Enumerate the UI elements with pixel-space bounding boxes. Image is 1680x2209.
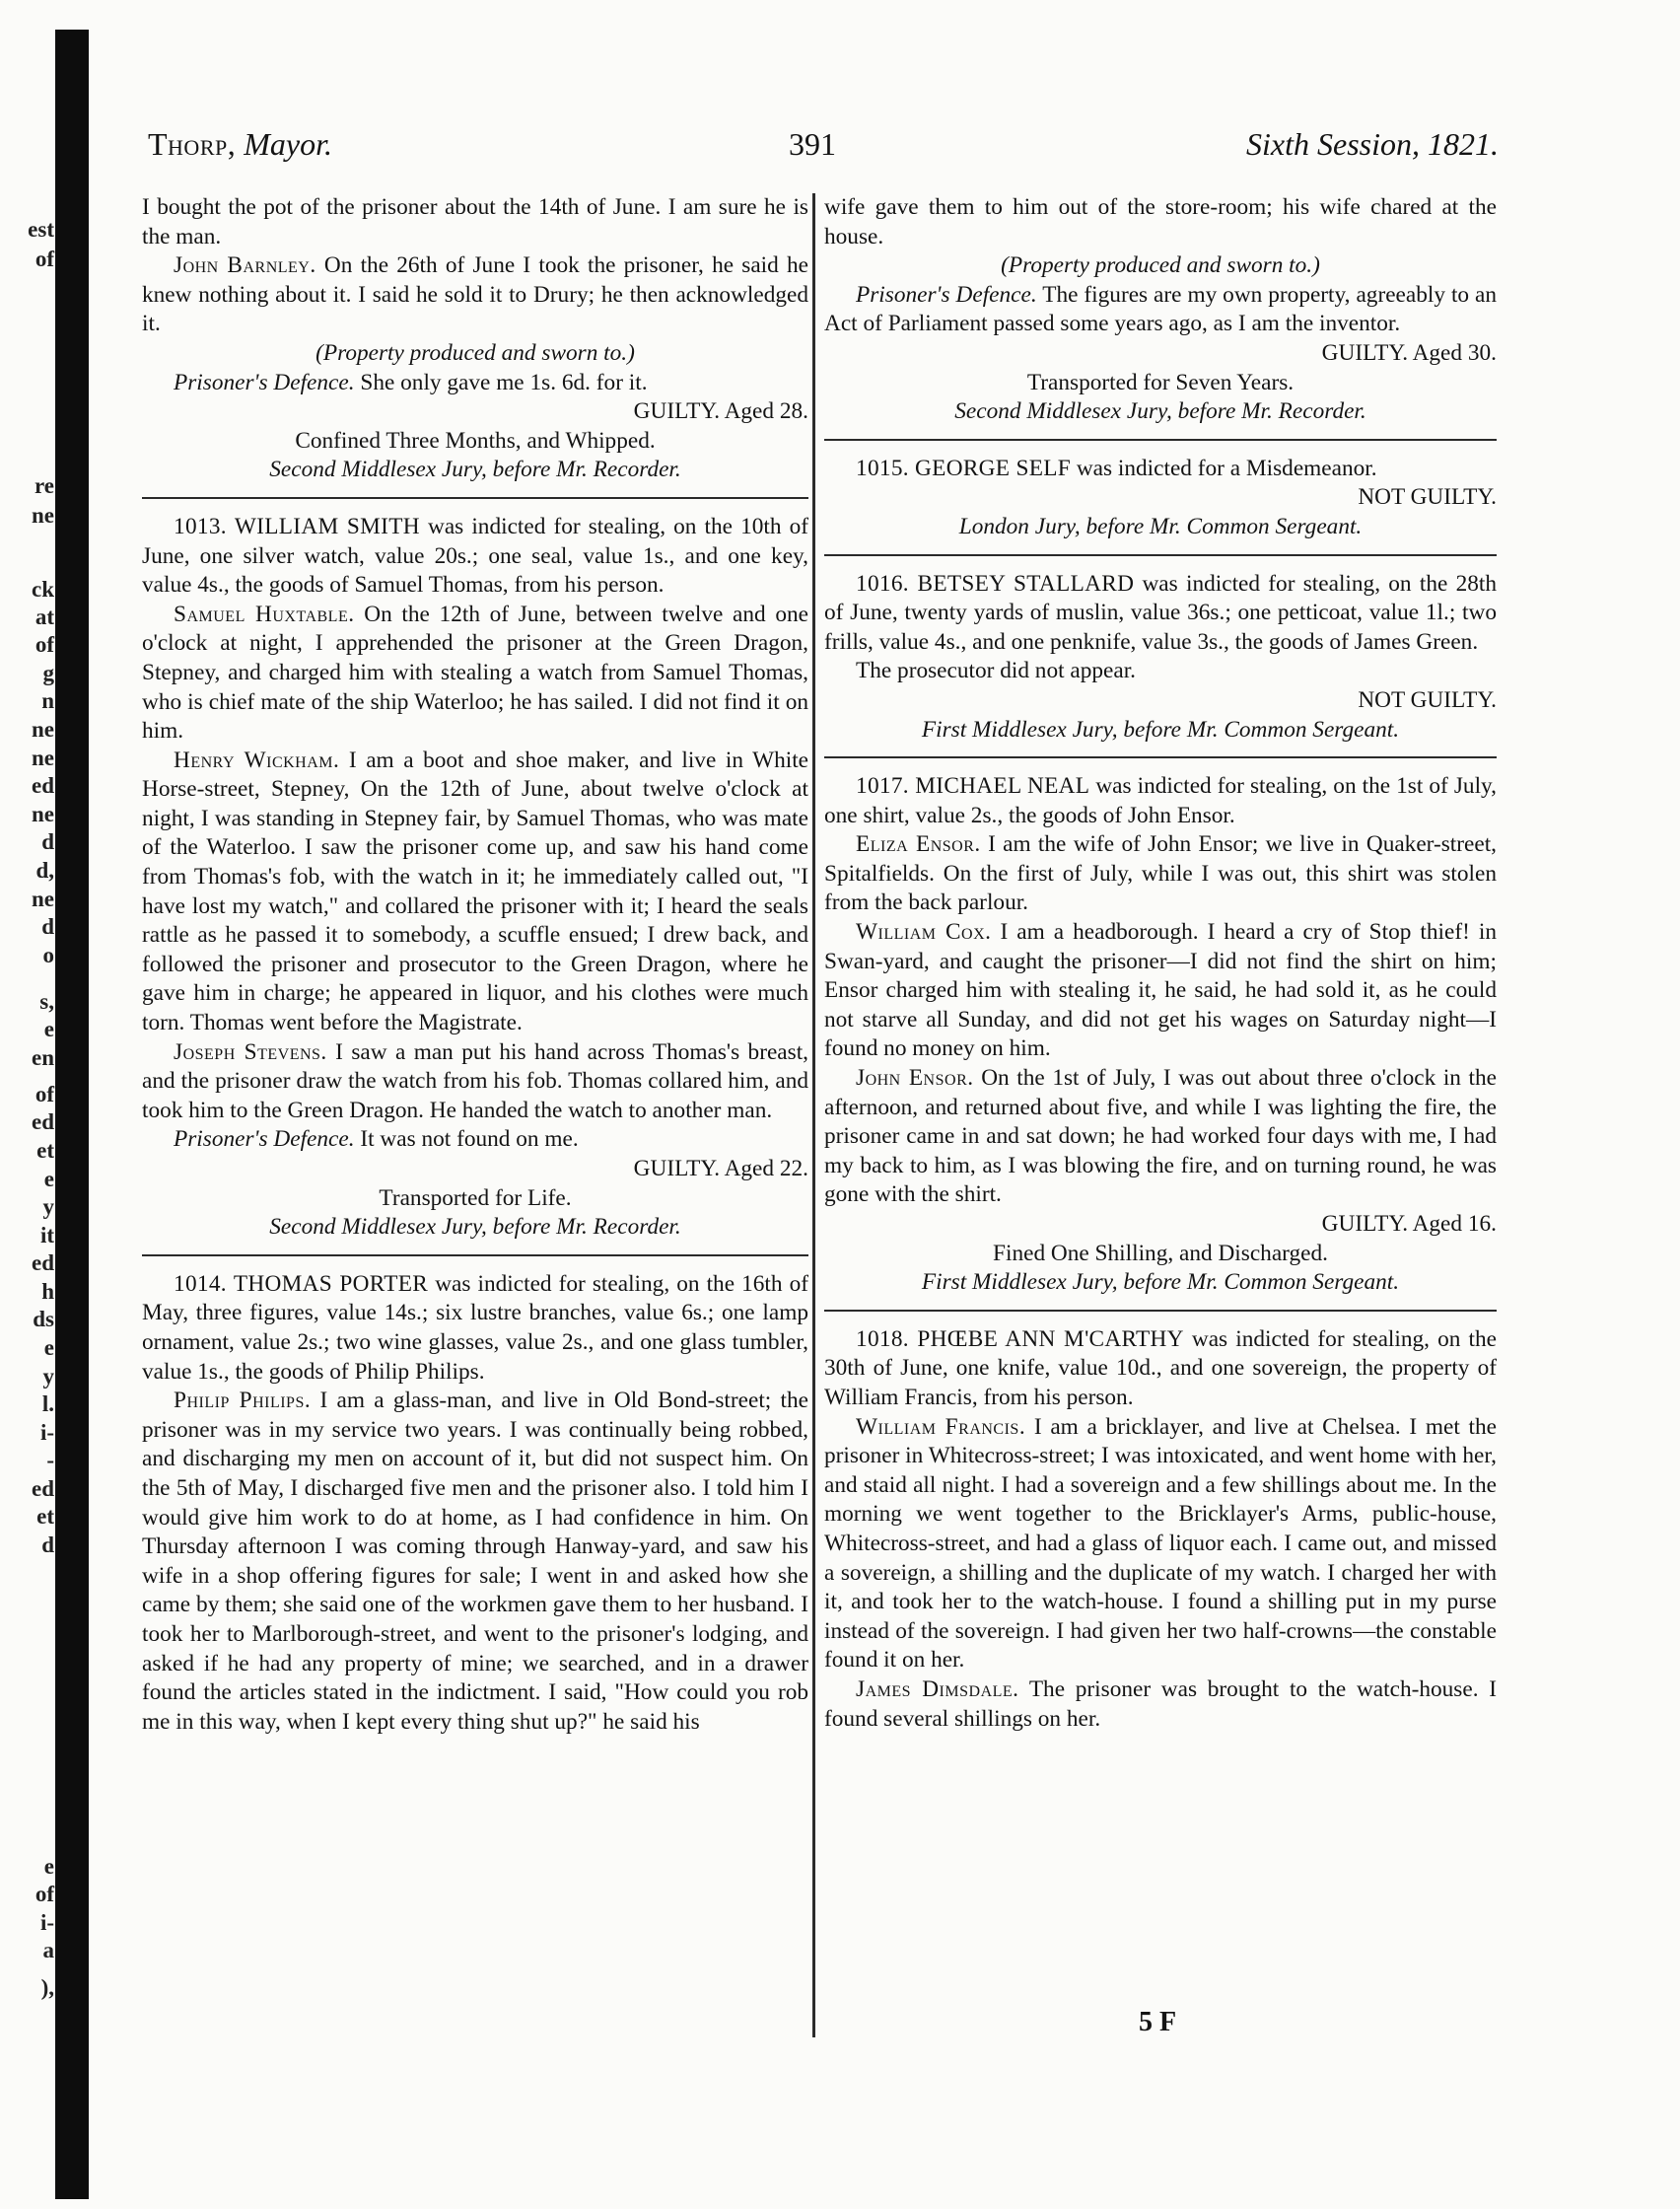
case-heading: 1013. WILLIAM SMITH <box>174 513 420 539</box>
witness-name: James Dimsdale. <box>856 1675 1019 1702</box>
page-binding-shadow <box>55 30 89 2199</box>
margin-fragment: e <box>43 1167 54 1191</box>
witness-name: Philip Philips. <box>174 1388 312 1414</box>
margin-fragment: g <box>42 661 54 685</box>
testimony-text: I am a bricklayer, and live at Chelsea. I met the prisoner in Whitecross-street; I was intoxicated, and went home with her, and staid all night. I had a sovereign and a few shillings about me. In the morning we went together to the Bricklayer's Arms, public-house, Whitecross-street, and had a glass of liquor each. I came out, and missed a sovereign, a shilling and the duplicate of my watch. I charged her with it, and took her to the watch-house. I found a shilling put in my purse instead of the sovereign. I had given her two half-crowns—the constable found it on her. <box>824 1413 1497 1674</box>
jury-line: Second Middlesex Jury, before Mr. Recorder. <box>954 398 1366 425</box>
testimony-text: On the 12th of June, between twelve and one o'clock at night, I apprehended the prisoner at the Green Dragon, Stepney, and charged him with stealing a watch from Samuel Thomas, who is chief mate of the ship Waterloo; he has sailed. I did not find it on him. <box>142 601 809 745</box>
margin-fragment: of <box>35 1082 54 1106</box>
verdict: GUILTY. Aged 22. <box>633 1156 808 1181</box>
witness-testimony <box>824 1675 1497 1734</box>
testimony-text: The prisoner was brought to the watch-house. I found several shillings on her. <box>824 1675 1498 1732</box>
continued-text: wife gave them to him out of the store-room; his wife chared at the house. <box>824 194 1497 249</box>
page-number: 391 <box>789 126 836 162</box>
jury-line: First Middlesex Jury, before Mr. Common Sergeant. <box>921 1269 1400 1296</box>
margin-fragment: s, <box>39 989 54 1014</box>
testimony-text: I am a glass-man, and live in Old Bond-street; the prisoner was in my service two years. I was continually being robbed, and discharging my men on account of it, but did not suspect him. On the 5th of May, I discharged five men and the prisoner also. I told him I would give him work to do at home, as I had confidence in him. On Thursday afternoon I was coming through Hanway-yard, and saw his wife in a shop offering figures for sale; I went in and asked how she came by them; she said one of the workmen gave them to her husband. I took her to Marlborough-street, and went to the prisoner's lodging, and asked if he had any property of mine; we searched, and in a drawer found the articles stated in the indictment. I said, "How could you rob me in this way, when I kept every thing shut up?" he said his <box>142 1388 808 1735</box>
witness-name: John Ensor. <box>856 1065 974 1092</box>
margin-fragment: it <box>39 1223 54 1247</box>
running-header <box>148 126 1499 170</box>
header-left <box>148 126 332 163</box>
defence-text: It was not found on me. <box>360 1126 579 1153</box>
case-heading: 1017. MICHAEL NEAL <box>856 773 1090 800</box>
margin-fragment: ds <box>33 1307 54 1331</box>
margin-fragment: ed <box>32 1476 54 1501</box>
right-column <box>824 193 1497 1734</box>
witness-testimony <box>824 1064 1497 1210</box>
case-1018-intro <box>824 1325 1497 1413</box>
witness-testimony <box>824 918 1497 1064</box>
signature-mark: 5 F <box>1139 2007 1177 2037</box>
testimony-text: On the 26th of June I took the prisoner, he said he knew nothing about it. I said he sold it to Drury; he then acknowledged it. <box>142 252 808 337</box>
mayor-name: Thorp, <box>148 126 237 162</box>
margin-fragment: ), <box>40 1975 54 2000</box>
margin-fragment: y <box>42 1194 54 1219</box>
sentence: Transported for Life. <box>379 1184 572 1211</box>
margin-fragment: en <box>32 1045 54 1070</box>
prisoner-defence <box>142 1125 808 1155</box>
margin-fragment: d <box>41 1532 54 1557</box>
witness-name: William Francis. <box>856 1413 1026 1440</box>
witness-name: Joseph Stevens. <box>174 1038 327 1065</box>
continued-text: I bought the pot of the prisoner about the 14th of June. I am sure he is the man. <box>142 194 808 249</box>
case-heading: 1018. PHŒBE ANN M'CARTHY <box>856 1325 1184 1352</box>
margin-fragment: l. <box>41 1391 54 1416</box>
verdict: NOT GUILTY. <box>1358 686 1497 713</box>
indictment-text: was indicted for stealing, on the 28th of June, twenty yards of muslin, value 36s.; one petticoat, value 1l.; two frills, value 4s., and one penknife, value 3s., the goods of James Green. <box>824 570 1497 655</box>
testimony-text: I am the wife of John Ensor; we live in Quaker-street, Spitalfields. On the first of July, while I was out, this shirt was stolen from the back parlour. <box>824 831 1497 916</box>
case-1014-intro <box>142 1270 808 1387</box>
margin-fragment: et <box>36 1504 54 1529</box>
verdict: GUILTY. Aged 16. <box>1321 1211 1497 1237</box>
left-column <box>142 193 808 1737</box>
indictment-text: was indicted for stealing, on the 1st of July, one shirt, value 2s., the goods of John Ensor. <box>824 773 1497 828</box>
witness-testimony <box>142 747 808 1038</box>
margin-fragment: i- <box>39 1420 54 1445</box>
margin-fragment: d, <box>35 858 54 883</box>
witness-testimony <box>142 251 808 339</box>
margin-fragment: est <box>28 217 54 242</box>
property-note: (Property produced and sworn to.) <box>1001 252 1320 279</box>
jury-line: First Middlesex Jury, before Mr. Common Sergeant. <box>921 716 1400 743</box>
margin-fragment: o <box>42 943 54 967</box>
margin-fragment: - <box>46 1448 54 1472</box>
jury-line: London Jury, before Mr. Common Sergeant. <box>958 513 1363 539</box>
testimony-text: On the 1st of July, I was out about three o'clock in the afternoon, and returned about five, and while I was lighting the fire, the prisoner came in and sat down; he had worked four days with me, I had my back to him, as I was blowing the fire, and on turning round, he was gone with the shirt. <box>824 1065 1498 1208</box>
testimony-text: I am a boot and shoe maker, and live in White Horse-street, Stepney, On the 12th of June, about twelve o'clock at night, I was standing in Stepney fair, by Samuel Thomas, who was mate of the Waterloo. I saw the prisoner come up, and saw his hand come from Thomas's fob, with the watch in it; he immediately called out, "I have lost my watch," and collared the prisoner with it; I heard the seals rattle as he passed it to somebody, a scuffle ensued; I drew back, and followed the prisoner and prosecutor to the Green Dragon, where he gave him in charge; he appeared in liquor, and his clothes were much torn. Thomas went before the Magistrate. <box>142 747 809 1036</box>
case-separator <box>824 554 1497 556</box>
property-note: (Property produced and sworn to.) <box>315 339 635 366</box>
margin-fragment: ne <box>32 887 54 911</box>
indictment-text: was indicted for a Misdemeanor. <box>1076 455 1377 481</box>
sentence: Transported for Seven Years. <box>1026 369 1295 395</box>
witness-name: William Cox. <box>856 919 992 946</box>
indictment-text: was indicted for stealing, on the 10th of June, one silver watch, value 20s.; one seal, value 1s., and one key, value 4s., the goods of Samuel Thomas, from his person. <box>142 513 809 599</box>
witness-testimony <box>142 1387 808 1737</box>
margin-fragment: ed <box>32 773 54 798</box>
defence-text: The figures are my own property, agreeably to an Act of Parliament passed some years ago, as I am the inventor. <box>824 281 1498 337</box>
margin-fragment: ne <box>32 746 54 770</box>
margin-fragment: at <box>35 605 54 629</box>
case-separator <box>142 1254 808 1256</box>
defence-label: Prisoner's Defence. <box>174 369 355 395</box>
session-label: Sixth Session, 1821. <box>1246 126 1499 162</box>
margin-fragment: y <box>42 1364 54 1389</box>
case-note: The prosecutor did not appear. <box>856 658 1136 684</box>
verdict: GUILTY. Aged 28. <box>633 398 808 425</box>
witness-name: John Barnley. <box>174 252 316 279</box>
indictment-text: was indicted for stealing, on the 30th of June, one knife, value 10d., and one sovereign, the property of William Francis, from his person. <box>824 1325 1498 1410</box>
case-1015-intro <box>824 455 1497 484</box>
witness-testimony <box>142 1038 808 1126</box>
margin-fragment: d <box>41 829 54 854</box>
defence-text: She only gave me 1s. 6d. for it. <box>360 369 648 395</box>
margin-fragment: ck <box>32 577 54 602</box>
case-heading: 1014. THOMAS PORTER <box>174 1270 429 1297</box>
prisoner-defence <box>824 281 1497 339</box>
margin-fragment: ed <box>32 1109 54 1134</box>
indictment-text: was indicted for stealing, on the 16th of May, three figures, value 14s.; six lustre branches, value 6s.; one lamp ornament, value 2s.; two wine glasses, value 2s., and one glass tumbler, value 1s., the goods of Philip Philips. <box>142 1270 809 1385</box>
witness-name: Eliza Ensor. <box>856 831 981 858</box>
margin-fragment: ne <box>32 503 54 528</box>
case-separator <box>824 439 1497 441</box>
sentence: Fined One Shilling, and Discharged. <box>993 1240 1328 1266</box>
case-heading: 1015. GEORGE SELF <box>856 455 1072 481</box>
margin-fragment: e <box>43 1854 54 1879</box>
witness-testimony <box>824 830 1497 918</box>
defence-label: Prisoner's Defence. <box>856 281 1037 308</box>
case-separator <box>142 497 808 499</box>
margin-fragment: d <box>41 914 54 939</box>
witness-testimony <box>824 1413 1497 1675</box>
jury-line: Second Middlesex Jury, before Mr. Recorder. <box>269 1214 681 1241</box>
margin-fragment: e <box>43 1335 54 1360</box>
case-separator <box>824 756 1497 758</box>
witness-name: Samuel Huxtable. <box>174 601 355 627</box>
margin-fragment: et <box>36 1138 54 1163</box>
case-1013-intro <box>142 513 808 601</box>
testimony-text: I saw a man put his hand across Thomas's breast, and the prisoner draw the watch from his fob. Thomas collared him, and took him to the Green Dragon. He handed the watch to another man. <box>142 1038 809 1123</box>
margin-fragment: ne <box>32 717 54 742</box>
margin-fragment: n <box>41 688 54 713</box>
case-1017-intro <box>824 772 1497 830</box>
margin-fragment: ed <box>32 1250 54 1275</box>
sentence: Confined Three Months, and Whipped. <box>295 427 656 454</box>
verdict: GUILTY. Aged 30. <box>1321 339 1497 366</box>
margin-fragment: re <box>34 473 54 498</box>
column-divider <box>812 193 815 2037</box>
margin-fragment: of <box>35 1882 54 1906</box>
case-separator <box>824 1310 1497 1312</box>
defence-label: Prisoner's Defence. <box>174 1126 355 1153</box>
witness-name: Henry Wickham. <box>174 747 340 773</box>
margin-fragment: of <box>35 632 54 657</box>
case-1016-intro <box>824 570 1497 658</box>
mayor-title: Mayor. <box>244 126 332 162</box>
witness-testimony <box>142 601 808 747</box>
margin-fragment: e <box>43 1017 54 1041</box>
margin-fragment: h <box>41 1279 54 1304</box>
margin-fragment: ne <box>32 802 54 826</box>
testimony-text: I am a headborough. I heard a cry of Stop thief! in Swan-yard, and caught the prisoner—I did not find the shirt on him; Ensor charged him with stealing it, he said, he had sold it, as he could not starve all Sunday, and did not get his wages on Saturday night—I found no money on him. <box>824 919 1497 1062</box>
verdict: NOT GUILTY. <box>1358 484 1497 511</box>
margin-fragment: of <box>35 247 54 271</box>
prisoner-defence <box>142 369 808 398</box>
jury-line: Second Middlesex Jury, before Mr. Recorder. <box>269 457 681 483</box>
margin-fragment: a <box>42 1938 54 1962</box>
margin-fragment: i- <box>39 1910 54 1935</box>
case-heading: 1016. BETSEY STALLARD <box>856 570 1135 597</box>
